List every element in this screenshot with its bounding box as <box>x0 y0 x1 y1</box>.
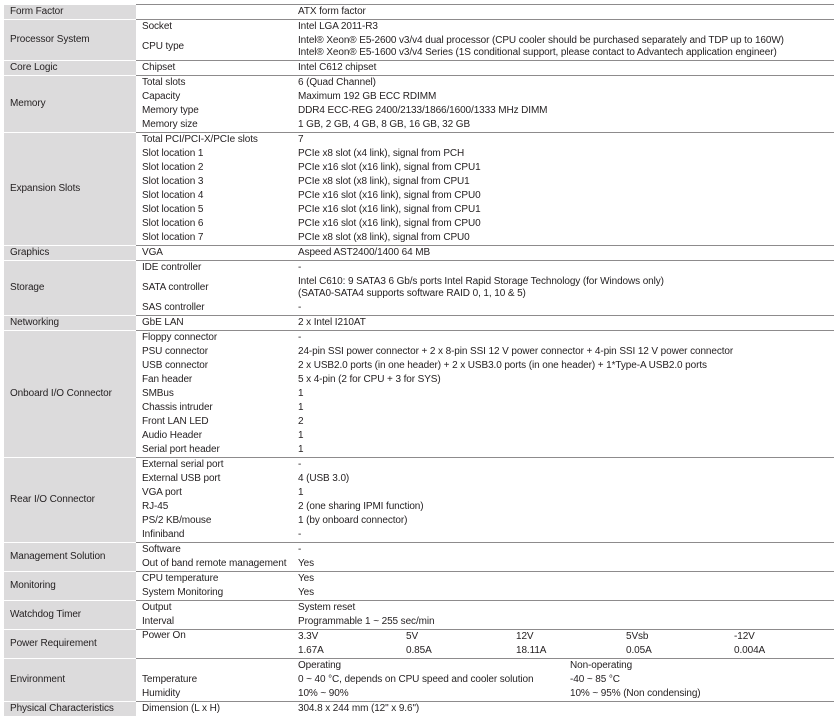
value-humidity <box>292 687 834 702</box>
value-slot-location-2: PCIe x16 slot (x16 link), signal from CPU1 <box>298 162 481 173</box>
cpu-type-line-1: Intel® Xeon® E5-2600 v3/v4 dual processor (CPU cooler should be purchased separately and TDP up to 160W) <box>298 35 784 46</box>
value-output: System reset <box>292 601 834 616</box>
value-total-slots: 6 (Quad Channel) <box>292 76 834 91</box>
item-power-on: Power On <box>136 630 292 659</box>
power-voltages <box>292 630 834 645</box>
category-storage: Storage <box>4 261 136 316</box>
value-infiniband: - <box>298 529 302 540</box>
item-external-usb-port: External USB port <box>142 473 221 484</box>
item-system-monitoring: System Monitoring <box>142 587 224 598</box>
specification-table <box>4 4 834 717</box>
value-sas-controller: - <box>298 302 302 313</box>
value-slot-location-6: PCIe x16 slot (x16 link), signal from CPU0 <box>298 218 481 229</box>
item-slot-location-1: Slot location 1 <box>142 148 204 159</box>
temperature-non-operating: -40 ~ 85 °C <box>570 674 620 685</box>
voltage-5v: 5V <box>406 631 419 642</box>
current-5v: 0.85A <box>406 645 432 656</box>
value-audio-header: 1 <box>298 430 304 441</box>
category-processor-system: Processor System <box>4 20 136 61</box>
row-onboard-0 <box>4 331 834 346</box>
value-ps2: 1 (by onboard connector) <box>298 515 408 526</box>
voltage-3v3: 3.3V <box>298 631 319 642</box>
category-monitoring: Monitoring <box>4 572 136 601</box>
item-slot-location-7: Slot location 7 <box>142 232 204 243</box>
header-non-operating: Non-operating <box>570 660 633 671</box>
row-power-voltages <box>4 630 834 645</box>
item-slot-location-4: Slot location 4 <box>142 190 204 201</box>
category-environment: Environment <box>4 659 136 702</box>
value-temperature <box>292 673 834 687</box>
category-core-logic: Core Logic <box>4 61 136 76</box>
item-chipset: Chipset <box>136 61 292 76</box>
category-physical-characteristics: Physical Characteristics <box>4 702 136 717</box>
row-monitoring-0 <box>4 572 834 587</box>
value-fan-header: 5 x 4-pin (2 for CPU + 3 for SYS) <box>298 374 441 385</box>
value-software: - <box>292 543 834 558</box>
value-cpu-type <box>292 34 834 61</box>
category-watchdog-timer: Watchdog Timer <box>4 601 136 630</box>
value-form-factor: ATX form factor <box>292 5 834 20</box>
value-external-usb-port: 4 (USB 3.0) <box>298 473 350 484</box>
humidity-non-operating: 10% ~ 95% (Non condensing) <box>570 688 701 699</box>
item-rj45: RJ-45 <box>142 501 169 512</box>
item-cpu-type: CPU type <box>142 41 184 52</box>
current-3v3: 1.67A <box>298 645 324 656</box>
value-floppy-connector: - <box>292 331 834 346</box>
value-slot-location-1: PCIe x8 slot (x4 link), signal from PCH <box>298 148 465 159</box>
category-onboard-io: Onboard I/O Connector <box>4 331 136 458</box>
row-chipset <box>4 61 834 76</box>
value-rj45: 2 (one sharing IPMI function) <box>298 501 424 512</box>
item-smbus: SMBus <box>142 388 174 399</box>
sata-line-2: (SATA0-SATA4 supports software RAID 0, 1, 10 & 5) <box>298 288 526 299</box>
value-cpu-temperature: Yes <box>292 572 834 587</box>
row-management-0 <box>4 543 834 558</box>
item-external-serial-port: External serial port <box>136 458 292 473</box>
item-fan-header: Fan header <box>142 374 193 385</box>
voltage-5vsb: 5Vsb <box>626 631 649 642</box>
value-dimension: 304.8 x 244 mm (12" x 9.6") <box>292 702 834 717</box>
environment-headers <box>292 659 834 674</box>
category-expansion-slots: Expansion Slots <box>4 133 136 246</box>
item-ps2: PS/2 KB/mouse <box>142 515 212 526</box>
value-slot-location-5: PCIe x16 slot (x16 link), signal from CPU1 <box>298 204 481 215</box>
current-5vsb: 0.05A <box>626 645 652 656</box>
item-slot-location-2: Slot location 2 <box>142 162 204 173</box>
category-form-factor: Form Factor <box>4 5 136 20</box>
value-sata-controller <box>292 275 834 301</box>
row-rear-0 <box>4 458 834 473</box>
value-system-monitoring: Yes <box>298 587 315 598</box>
item-ide-controller: IDE controller <box>136 261 292 276</box>
item-sata-controller: SATA controller <box>142 282 209 293</box>
item-interval: Interval <box>142 616 174 627</box>
row-expansion-0 <box>4 133 834 148</box>
item-cpu-temperature: CPU temperature <box>136 572 292 587</box>
item-floppy-connector: Floppy connector <box>136 331 292 346</box>
item-socket: Socket <box>136 20 292 35</box>
value-slot-location-4: PCIe x16 slot (x16 link), signal from CPU0 <box>298 190 481 201</box>
value-slot-location-3: PCIe x8 slot (x8 link), signal from CPU1 <box>298 176 470 187</box>
item-front-lan-led: Front LAN LED <box>142 416 209 427</box>
item-slot-location-5: Slot location 5 <box>142 204 204 215</box>
item-memory-size: Memory size <box>142 119 198 130</box>
value-usb-connector: 2 x USB2.0 ports (in one header) + 2 x USB3.0 ports (in one header) + 1*Type-A USB2.0 ports <box>298 360 707 371</box>
row-watchdog-0 <box>4 601 834 616</box>
item-vga: VGA <box>136 246 292 261</box>
item-form-factor <box>136 5 292 20</box>
voltage-12v: 12V <box>516 631 534 642</box>
value-vga: Aspeed AST2400/1400 64 MB <box>292 246 834 261</box>
value-serial-port-header: 1 <box>298 444 304 455</box>
row-ide <box>4 261 834 276</box>
category-management-solution: Management Solution <box>4 543 136 572</box>
cpu-type-line-2: Intel® Xeon® E5-1600 v3/v4 Series (1S conditional support, please contact to Advantech application engineer) <box>298 47 777 58</box>
row-networking <box>4 316 834 331</box>
value-psu-connector: 24-pin SSI power connector + 2 x 8-pin SSI 12 V power connector + 4-pin SSI 12 V power connector <box>298 346 734 357</box>
item-temperature: Temperature <box>142 674 198 685</box>
temperature-operating: 0 ~ 40 °C, depends on CPU speed and cooler solution <box>298 674 534 685</box>
item-total-slots: Total slots <box>136 76 292 91</box>
row-environment-header <box>4 659 834 674</box>
item-serial-port-header: Serial port header <box>142 444 220 455</box>
item-out-of-band: Out of band remote management <box>142 558 287 569</box>
row-graphics <box>4 246 834 261</box>
item-humidity: Humidity <box>142 688 181 699</box>
item-slot-location-3: Slot location 3 <box>142 176 204 187</box>
item-total-slots-pci: Total PCI/PCI-X/PCIe slots <box>136 133 292 148</box>
item-psu-connector: PSU connector <box>142 346 208 357</box>
value-chipset: Intel C612 chipset <box>292 61 834 76</box>
header-operating: Operating <box>298 660 342 671</box>
item-usb-connector: USB connector <box>142 360 208 371</box>
item-memory-type: Memory type <box>142 105 199 116</box>
item-gbe-lan: GbE LAN <box>136 316 292 331</box>
item-environment-blank <box>136 659 292 674</box>
value-front-lan-led: 2 <box>298 416 304 427</box>
value-total-slots-pci: 7 <box>292 133 834 148</box>
value-memory-size: 1 GB, 2 GB, 4 GB, 8 GB, 16 GB, 32 GB <box>298 119 471 130</box>
category-rear-io: Rear I/O Connector <box>4 458 136 543</box>
humidity-operating: 10% ~ 90% <box>298 688 349 699</box>
value-ide-controller: - <box>292 261 834 276</box>
value-smbus: 1 <box>298 388 304 399</box>
value-memory-type: DDR4 ECC-REG 2400/2133/1866/1600/1333 MHz DIMM <box>298 105 548 116</box>
value-chassis-intruder: 1 <box>298 402 304 413</box>
item-capacity: Capacity <box>142 91 181 102</box>
category-power-requirement: Power Requirement <box>4 630 136 659</box>
value-out-of-band: Yes <box>298 558 315 569</box>
value-socket: Intel LGA 2011-R3 <box>292 20 834 35</box>
row-memory-0 <box>4 76 834 91</box>
value-slot-location-7: PCIe x8 slot (x8 link), signal from CPU0 <box>298 232 470 243</box>
value-gbe-lan: 2 x Intel I210AT <box>292 316 834 331</box>
item-audio-header: Audio Header <box>142 430 202 441</box>
category-memory: Memory <box>4 76 136 133</box>
item-software: Software <box>136 543 292 558</box>
value-interval: Programmable 1 ~ 255 sec/min <box>298 616 435 627</box>
value-vga-port: 1 <box>298 487 304 498</box>
category-networking: Networking <box>4 316 136 331</box>
row-form-factor <box>4 5 834 20</box>
category-graphics: Graphics <box>4 246 136 261</box>
item-chassis-intruder: Chassis intruder <box>142 402 213 413</box>
value-capacity: Maximum 192 GB ECC RDIMM <box>298 91 437 102</box>
row-socket <box>4 20 834 35</box>
current-12v: 18.11A <box>516 645 547 656</box>
item-infiniband: Infiniband <box>142 529 185 540</box>
sata-line-1: Intel C610: 9 SATA3 6 Gb/s ports Intel Rapid Storage Technology (for Windows only) <box>298 276 664 287</box>
row-physical <box>4 702 834 717</box>
item-slot-location-6: Slot location 6 <box>142 218 204 229</box>
item-dimension: Dimension (L x H) <box>136 702 292 717</box>
power-currents <box>292 644 834 659</box>
item-output: Output <box>136 601 292 616</box>
item-vga-port: VGA port <box>142 487 182 498</box>
voltage-neg12v: -12V <box>734 631 755 642</box>
item-sas-controller: SAS controller <box>142 302 205 313</box>
value-external-serial-port: - <box>292 458 834 473</box>
current-neg12v: 0.004A <box>734 645 766 656</box>
